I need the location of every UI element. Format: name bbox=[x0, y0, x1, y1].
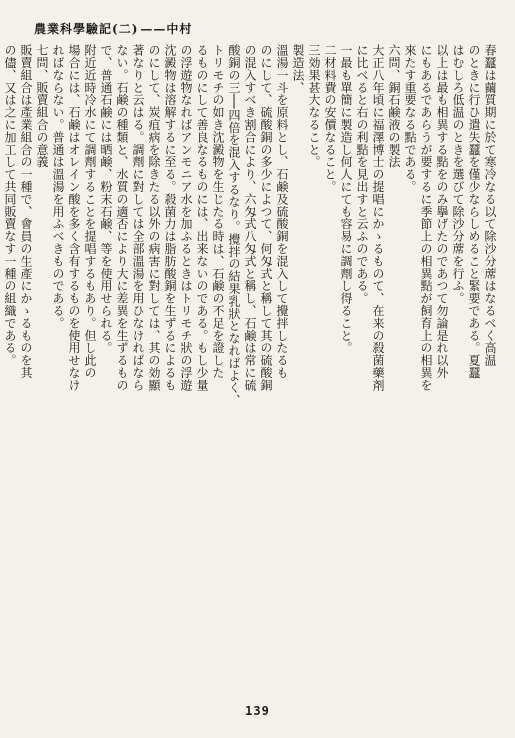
header-journal: 農業科學 bbox=[34, 22, 87, 36]
text-column: 來たす重要なる點である。 bbox=[403, 44, 417, 193]
header-title: 驗記(二) bbox=[86, 22, 139, 36]
text-column: ない。石鹸の種類と、水質の適否により大に差異を生ずるもの bbox=[115, 44, 129, 392]
text-column: 七問、販賣組合の意義 bbox=[35, 44, 49, 168]
page-number: 139 bbox=[245, 704, 270, 718]
text-column: 著なりと云はる。調劑に對しては全部溫湯を用ひなければなら bbox=[131, 44, 145, 392]
running-header bbox=[34, 20, 192, 37]
text-column: 三効果甚大なること。 bbox=[307, 44, 321, 168]
page-body bbox=[3, 44, 498, 684]
text-column: の儘、又は之に加工して共同販賣なす一種の組織である。 bbox=[3, 44, 17, 367]
text-column: 二材料費の安價なること。 bbox=[323, 44, 337, 193]
header-author: ——中村 bbox=[140, 22, 193, 36]
text-column: にもあるであらうが要するに季節上の相異點が飼育上の相異を bbox=[419, 44, 433, 392]
text-column: 一最も單簡に製造し何人にても容易に調劑し得ること。 bbox=[339, 44, 353, 354]
text-column: はむしろ低温のときを選びて除沙分蓆を行ふ。 bbox=[451, 44, 465, 305]
text-column: トリモチの如き沈澱物を生じたる時は、石鹸の不足を證した bbox=[211, 44, 225, 379]
text-column: 場合には、石鹸はオレイン酸を多く含有するものを使用せなけ bbox=[67, 44, 81, 392]
text-column: で、普通石鹸には晒鹸、粉末石鹸、等を使用せられる。 bbox=[99, 44, 113, 354]
text-column: 販賣組合は產業組合の一種で、會員の生產にかゝるものを其 bbox=[19, 44, 33, 379]
text-column: 酸銅の三──四倍を混入するなり。攪拌の結果乳狀となればよく、 bbox=[227, 44, 241, 407]
text-column: 製造法、 bbox=[291, 44, 305, 94]
text-column: 春蠶は繭質期に於て寒冷なる以て除沙分蓆はなるべく高温 bbox=[483, 44, 497, 367]
text-column: るものにして善良なるものには、出来ないのである。もし少量 bbox=[195, 44, 209, 392]
text-column: 附近近時冷水にて調劑することを提唱するもあり。但し此の bbox=[83, 44, 97, 379]
text-column: 六問、銅石鹸液の製法 bbox=[387, 44, 401, 168]
text-column: のにして、硫酸銅の多少によつて、何匁式と稱して其の硫酸銅 bbox=[259, 44, 273, 392]
text-column: 溫湯一斗を原料とし、石鹸及硫酸銅を混入して攪拌したるも bbox=[275, 44, 289, 379]
text-column: 沈澱物は溶解するに至る。殺菌力は脂肪酸銅を生ずるによるも bbox=[163, 44, 177, 392]
text-column: 以上は最も相異する點をのみ擧げたのであつて勿論是れ以外 bbox=[435, 44, 449, 379]
text-column: ればならない。普通は溫湯を用ふべきものである。 bbox=[51, 44, 65, 330]
text-column: に比べると右の利點を見出すと云ふのである。 bbox=[355, 44, 369, 305]
text-column: のときに行ひ遣失蠶を僅少ならしめること緊要である。夏蠶 bbox=[467, 44, 481, 379]
text-column: の浮遊物なればアンモニア水を加ふるときはトリモチ狀の浮遊 bbox=[179, 44, 193, 392]
text-column: 大正八年頃に福澤博士の提唱にかゝるものて、在来の殺菌藥剤 bbox=[371, 44, 385, 392]
text-column: のにして、炭疽病を除きたる以外の病害に對しては、其の効顯 bbox=[147, 44, 161, 392]
text-column: の混入すべき割合により、六匁式八匁式と稱し、石鹸は常に硫 bbox=[243, 44, 257, 392]
